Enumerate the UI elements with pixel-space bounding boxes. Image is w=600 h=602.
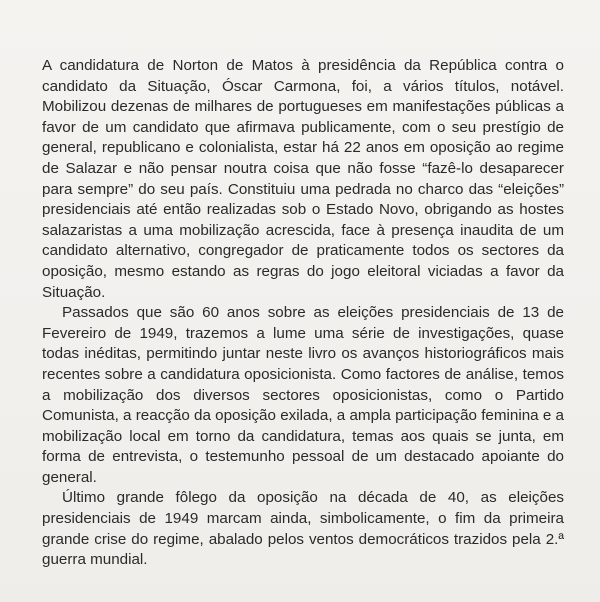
paragraph-3: Último grande fôlego da oposição na década de 40, as eleições presidenciais de 1949 marcam ainda, simbolicamente, o fim da primeira grande crise do regime, abalado pelos ventos democráticos trazidos pela 2.ª guerra mundial. <box>42 489 564 569</box>
paragraph-1: A candidatura de Norton de Matos à presidência da República contra o candidato da Situação, Óscar Carmona, foi, a vários títulos, notável. Mobilizou dezenas de milhares de portugueses em manifestações públicas a favor de um candidato que afirmava publicamente, com o seu prestígio de general, republicano e colonialista, estar há 22 anos em oposição ao regime de Salazar e não pensar noutra coisa que não fosse “fazê-lo desaparecer para sempre” do seu país. Constituiu uma pedrada no charco das “eleições” presidenciais até então realizadas sob o Estado Novo, obrigando as hostes salazaristas a uma mobilização acrescida, face à presença inaudita de um candidato alternativo, congregador de praticamente todos os sectores da oposição, mesmo estando as regras do jogo eleitoral viciadas a favor da Situação. <box>42 57 564 301</box>
paragraph-2: Passados que são 60 anos sobre as eleições presidenciais de 13 de Fevereiro de 1949, trazemos a lume uma série de investigações, quase todas inéditas, permitindo juntar neste livro os avanços historiográficos mais recentes sobre a candidatura oposicionista. Como factores de análise, temos a mobilização dos diversos sectores oposicionistas, como o Partido Comunista, a reacção da oposição exilada, a ampla participação feminina e a mobilização local em torno da candidatura, temas aos quais se junta, em forma de entrevista, o testemunho pessoal de um destacado apoiante do general. <box>42 304 564 486</box>
body-text <box>42 56 564 571</box>
